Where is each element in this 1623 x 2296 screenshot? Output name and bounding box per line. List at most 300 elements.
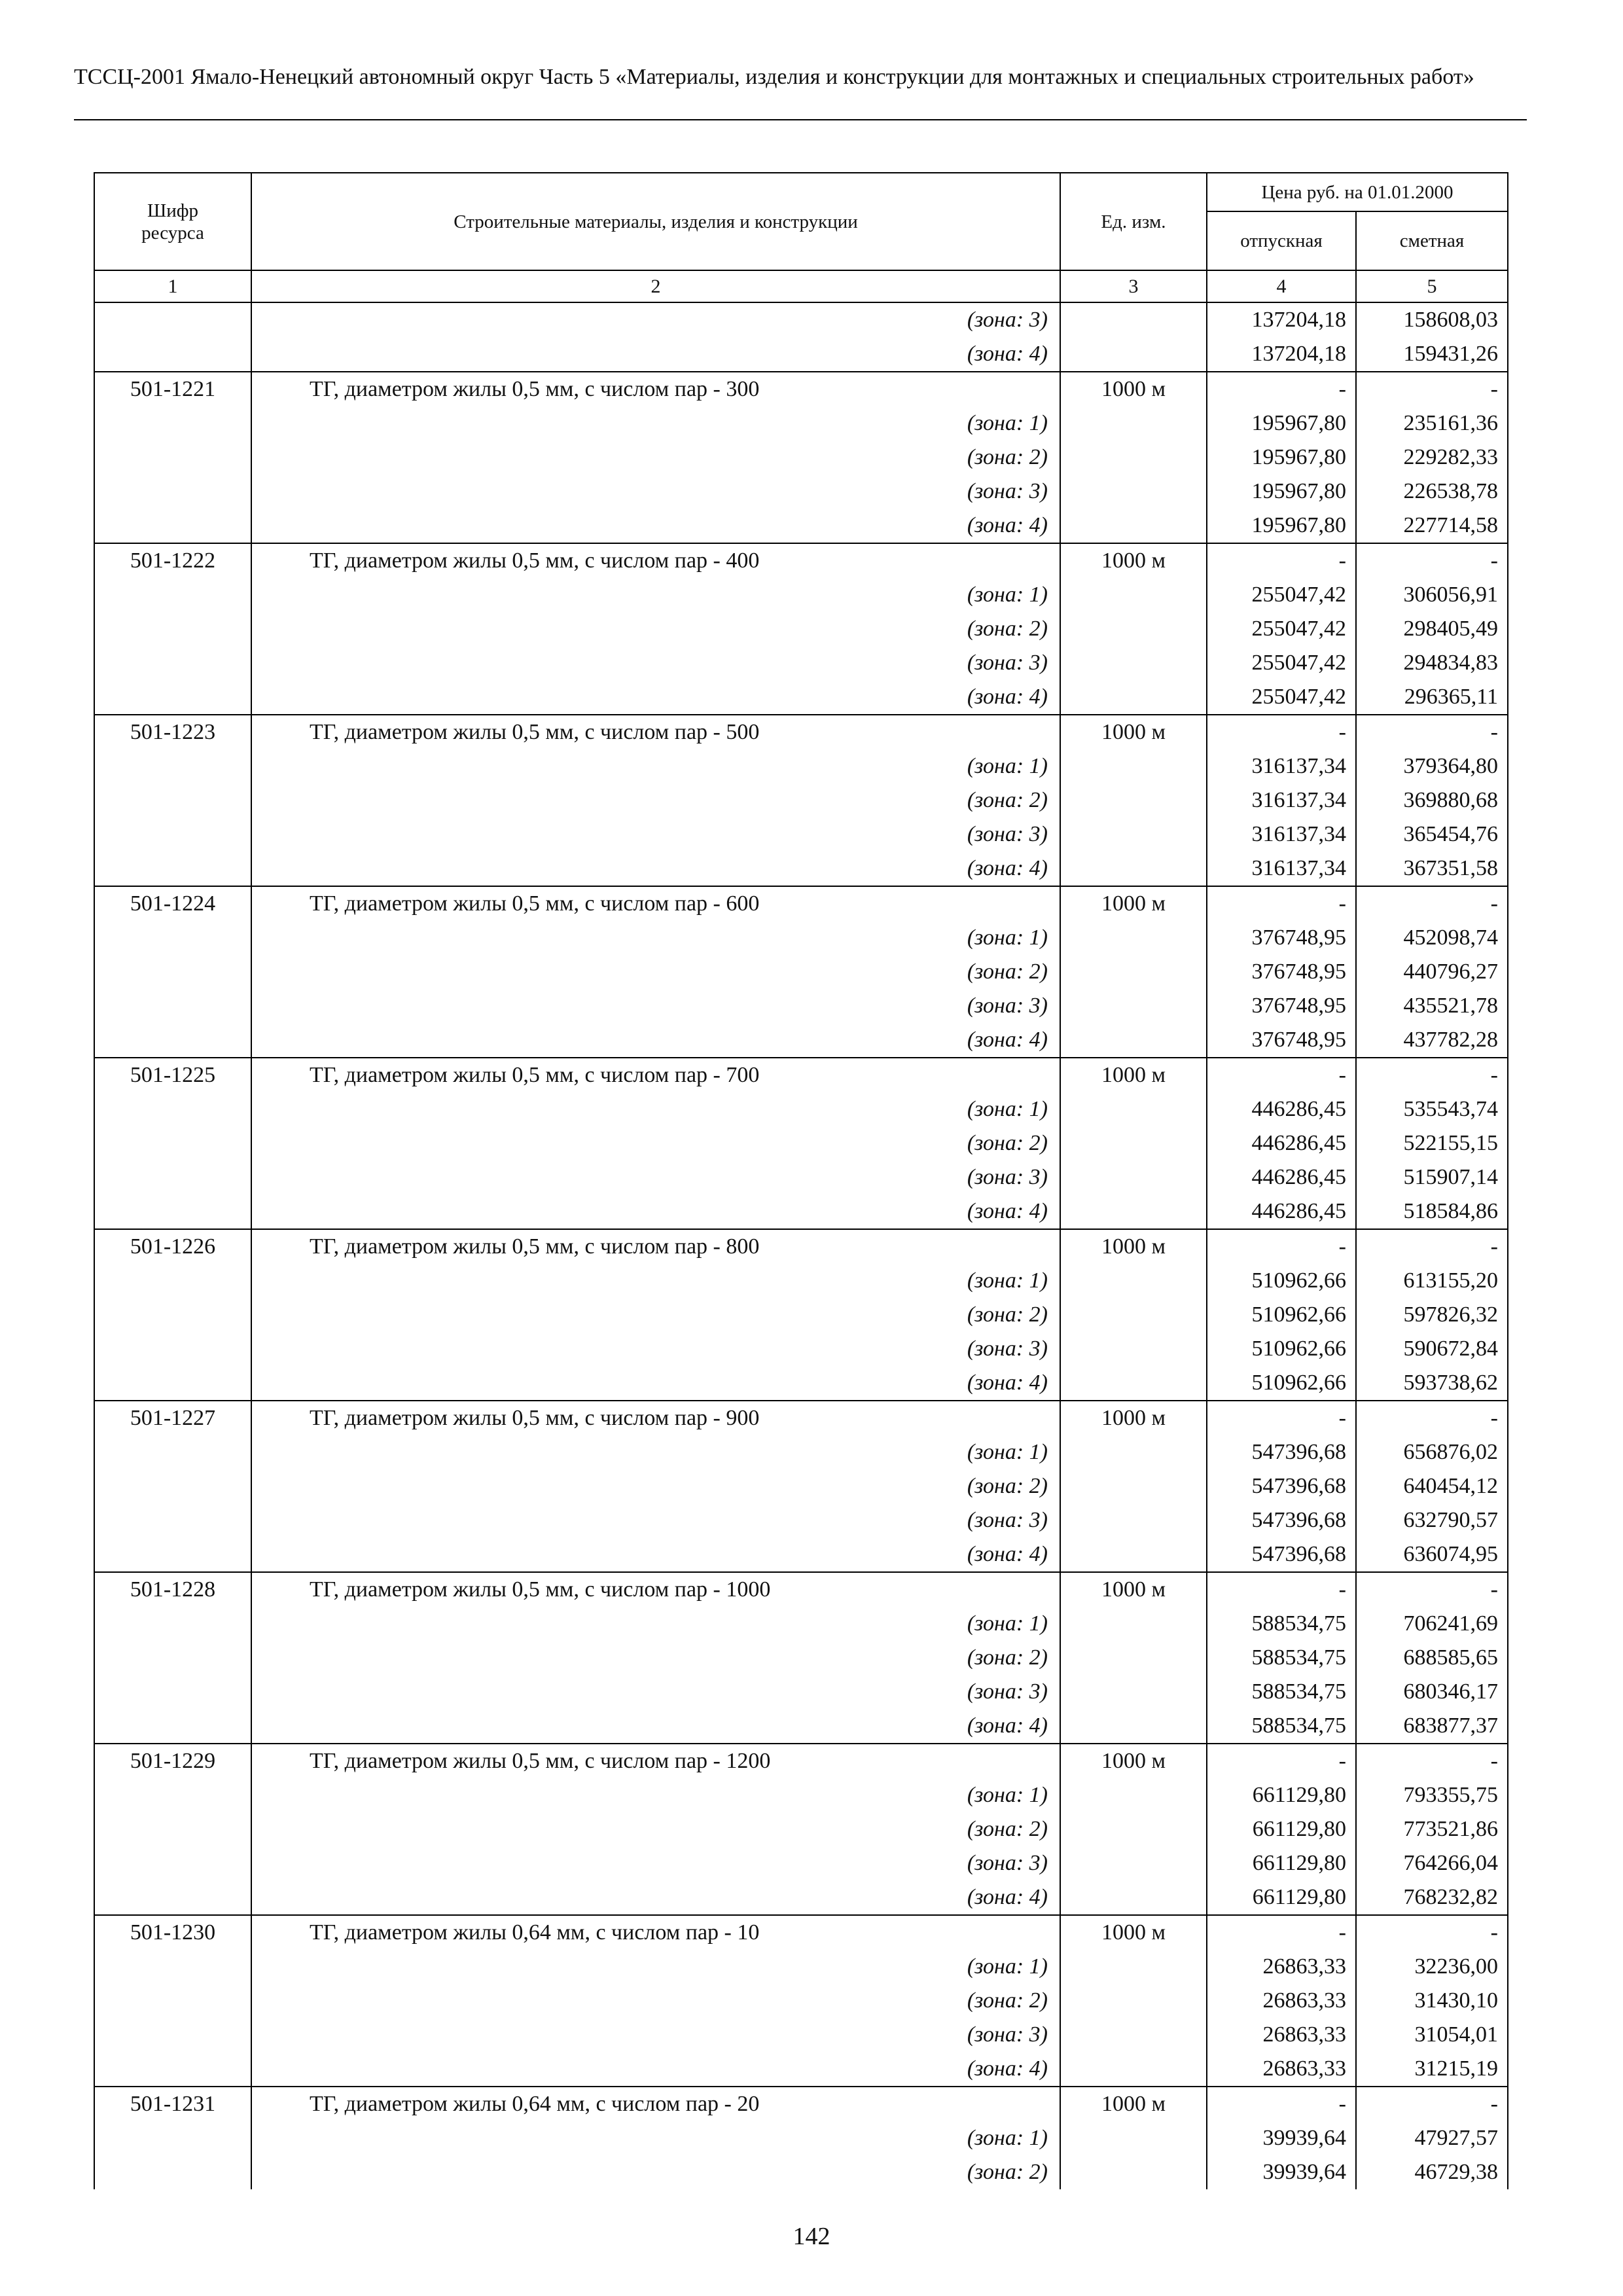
code-cell xyxy=(94,1641,251,1675)
estimate-price: 632790,57 xyxy=(1356,1503,1508,1537)
code-cell xyxy=(94,509,251,543)
zone-row xyxy=(94,302,1508,337)
code-cell xyxy=(94,1194,251,1229)
page-number: 142 xyxy=(793,2223,830,2250)
unit-cell xyxy=(1060,680,1207,715)
release-price: 588534,75 xyxy=(1207,1709,1356,1744)
zone-label: (зона: 2) xyxy=(251,612,1060,646)
unit-cell xyxy=(1060,2121,1207,2155)
unit-cell xyxy=(1060,1641,1207,1675)
estimate-price: 764266,04 xyxy=(1356,1846,1508,1880)
header-divider xyxy=(74,119,1527,120)
code-cell xyxy=(94,2052,251,2087)
unit-cell xyxy=(1060,646,1207,680)
release-price: 316137,34 xyxy=(1207,783,1356,817)
item-row xyxy=(94,372,1508,406)
unit-cell: 1000 м xyxy=(1060,1744,1207,1778)
unit-cell xyxy=(1060,852,1207,886)
release-price: 137204,18 xyxy=(1207,302,1356,337)
estimate-price: 31430,10 xyxy=(1356,1984,1508,2018)
code-cell xyxy=(94,1298,251,1332)
unit-cell: 1000 м xyxy=(1060,1058,1207,1092)
zone-row xyxy=(94,1846,1508,1880)
estimate-price: - xyxy=(1356,1572,1508,1607)
code-cell xyxy=(94,1435,251,1469)
unit-cell xyxy=(1060,1435,1207,1469)
unit-cell xyxy=(1060,1709,1207,1744)
zone-label: (зона: 1) xyxy=(251,749,1060,783)
release-price: - xyxy=(1207,1915,1356,1950)
code-cell xyxy=(94,1469,251,1503)
estimate-price: 31215,19 xyxy=(1356,2052,1508,2087)
zone-row xyxy=(94,783,1508,817)
zone-row xyxy=(94,680,1508,715)
zone-label: (зона: 2) xyxy=(251,955,1060,989)
code-cell xyxy=(94,1880,251,1915)
code-cell xyxy=(94,1264,251,1298)
zone-label: (зона: 1) xyxy=(251,406,1060,440)
estimate-price: - xyxy=(1356,1744,1508,1778)
unit-cell xyxy=(1060,406,1207,440)
column-number: 3 xyxy=(1060,270,1207,302)
unit-cell xyxy=(1060,921,1207,955)
material-name: ТГ, диаметром жилы 0,5 мм, с числом пар - 600 xyxy=(251,886,1060,921)
code-cell xyxy=(94,1984,251,2018)
zone-row xyxy=(94,1709,1508,1744)
estimate-price: - xyxy=(1356,2087,1508,2121)
price-table xyxy=(94,172,1508,2189)
release-price: 376748,95 xyxy=(1207,921,1356,955)
code-cell xyxy=(94,1092,251,1126)
unit-cell xyxy=(1060,1778,1207,1812)
zone-label: (зона: 1) xyxy=(251,921,1060,955)
estimate-price: 435521,78 xyxy=(1356,989,1508,1023)
zone-label: (зона: 3) xyxy=(251,475,1060,509)
column-number: 5 xyxy=(1356,270,1508,302)
release-price: 510962,66 xyxy=(1207,1298,1356,1332)
zone-label: (зона: 2) xyxy=(251,783,1060,817)
zone-label: (зона: 1) xyxy=(251,1264,1060,1298)
unit-cell xyxy=(1060,1469,1207,1503)
release-price: - xyxy=(1207,1058,1356,1092)
zone-row xyxy=(94,578,1508,612)
material-name: ТГ, диаметром жилы 0,5 мм, с числом пар - 800 xyxy=(251,1229,1060,1264)
estimate-price: 522155,15 xyxy=(1356,1126,1508,1160)
resource-code: 501-1229 xyxy=(94,1744,251,1778)
zone-label: (зона: 4) xyxy=(251,509,1060,543)
estimate-price: 593738,62 xyxy=(1356,1366,1508,1401)
unit-cell xyxy=(1060,2052,1207,2087)
unit-cell xyxy=(1060,989,1207,1023)
resource-code: 501-1226 xyxy=(94,1229,251,1264)
zone-row xyxy=(94,440,1508,475)
code-cell xyxy=(94,1950,251,1984)
unit-cell xyxy=(1060,1812,1207,1846)
estimate-price: 518584,86 xyxy=(1356,1194,1508,1229)
item-row xyxy=(94,1572,1508,1607)
material-name: ТГ, диаметром жилы 0,5 мм, с числом пар - 1000 xyxy=(251,1572,1060,1607)
release-price: 195967,80 xyxy=(1207,475,1356,509)
zone-row xyxy=(94,1812,1508,1846)
code-cell xyxy=(94,337,251,372)
zone-row xyxy=(94,1880,1508,1915)
release-price: 446286,45 xyxy=(1207,1160,1356,1194)
unit-cell xyxy=(1060,1332,1207,1366)
zone-label: (зона: 1) xyxy=(251,1607,1060,1641)
estimate-price: 226538,78 xyxy=(1356,475,1508,509)
zone-row xyxy=(94,1092,1508,1126)
estimate-price: 158608,03 xyxy=(1356,302,1508,337)
estimate-price: 597826,32 xyxy=(1356,1298,1508,1332)
item-row xyxy=(94,1401,1508,1435)
zone-label: (зона: 1) xyxy=(251,2121,1060,2155)
estimate-price: 159431,26 xyxy=(1356,337,1508,372)
release-price: - xyxy=(1207,1229,1356,1264)
estimate-price: 656876,02 xyxy=(1356,1435,1508,1469)
zone-label: (зона: 2) xyxy=(251,1641,1060,1675)
item-row xyxy=(94,1229,1508,1264)
material-name: ТГ, диаметром жилы 0,5 мм, с числом пар - 400 xyxy=(251,543,1060,578)
column-header-price-group: Цена руб. на 01.01.2000 xyxy=(1207,173,1508,211)
unit-cell xyxy=(1060,1984,1207,2018)
zone-row xyxy=(94,646,1508,680)
unit-cell xyxy=(1060,1023,1207,1058)
estimate-price: - xyxy=(1356,1401,1508,1435)
release-price: 510962,66 xyxy=(1207,1366,1356,1401)
estimate-price: - xyxy=(1356,1058,1508,1092)
zone-row xyxy=(94,1675,1508,1709)
zone-row xyxy=(94,1160,1508,1194)
estimate-price: 227714,58 xyxy=(1356,509,1508,543)
zone-row xyxy=(94,1950,1508,1984)
zone-label: (зона: 4) xyxy=(251,1537,1060,1572)
unit-cell xyxy=(1060,2155,1207,2189)
zone-row xyxy=(94,852,1508,886)
zone-row xyxy=(94,1778,1508,1812)
zone-label: (зона: 2) xyxy=(251,2155,1060,2189)
zone-label: (зона: 4) xyxy=(251,852,1060,886)
estimate-price: 793355,75 xyxy=(1356,1778,1508,1812)
estimate-price: 590672,84 xyxy=(1356,1332,1508,1366)
resource-code: 501-1224 xyxy=(94,886,251,921)
estimate-price: 379364,80 xyxy=(1356,749,1508,783)
estimate-price: 298405,49 xyxy=(1356,612,1508,646)
estimate-price: 640454,12 xyxy=(1356,1469,1508,1503)
unit-cell xyxy=(1060,1366,1207,1401)
column-number: 1 xyxy=(94,270,251,302)
zone-label: (зона: 3) xyxy=(251,1503,1060,1537)
unit-cell: 1000 м xyxy=(1060,1401,1207,1435)
column-number: 2 xyxy=(251,270,1060,302)
zone-label: (зона: 1) xyxy=(251,1092,1060,1126)
zone-row xyxy=(94,1641,1508,1675)
resource-code: 501-1230 xyxy=(94,1915,251,1950)
release-price: 588534,75 xyxy=(1207,1641,1356,1675)
release-price: 446286,45 xyxy=(1207,1126,1356,1160)
unit-cell xyxy=(1060,509,1207,543)
code-cell xyxy=(94,1160,251,1194)
item-row xyxy=(94,2087,1508,2121)
estimate-price: 768232,82 xyxy=(1356,1880,1508,1915)
estimate-price: - xyxy=(1356,1915,1508,1950)
zone-row xyxy=(94,612,1508,646)
zone-row xyxy=(94,1298,1508,1332)
estimate-price: 31054,01 xyxy=(1356,2018,1508,2052)
release-price: 510962,66 xyxy=(1207,1264,1356,1298)
release-price: 661129,80 xyxy=(1207,1812,1356,1846)
release-price: 547396,68 xyxy=(1207,1503,1356,1537)
zone-label: (зона: 1) xyxy=(251,578,1060,612)
zone-row xyxy=(94,1023,1508,1058)
zone-label: (зона: 2) xyxy=(251,1812,1060,1846)
zone-row xyxy=(94,1607,1508,1641)
zone-row xyxy=(94,1332,1508,1366)
resource-code: 501-1227 xyxy=(94,1401,251,1435)
item-row xyxy=(94,886,1508,921)
unit-cell: 1000 м xyxy=(1060,1915,1207,1950)
resource-code: 501-1225 xyxy=(94,1058,251,1092)
estimate-price: 773521,86 xyxy=(1356,1812,1508,1846)
release-price: 316137,34 xyxy=(1207,749,1356,783)
zone-label: (зона: 1) xyxy=(251,1950,1060,1984)
unit-cell xyxy=(1060,475,1207,509)
zone-label: (зона: 1) xyxy=(251,1778,1060,1812)
release-price: 255047,42 xyxy=(1207,680,1356,715)
code-cell xyxy=(94,302,251,337)
zone-label: (зона: 3) xyxy=(251,1160,1060,1194)
unit-cell: 1000 м xyxy=(1060,2087,1207,2121)
release-price: - xyxy=(1207,2087,1356,2121)
release-price: 26863,33 xyxy=(1207,1950,1356,1984)
resource-code: 501-1228 xyxy=(94,1572,251,1607)
estimate-price: 535543,74 xyxy=(1356,1092,1508,1126)
code-cell xyxy=(94,2018,251,2052)
estimate-price: 437782,28 xyxy=(1356,1023,1508,1058)
unit-cell xyxy=(1060,337,1207,372)
code-cell xyxy=(94,817,251,852)
estimate-price: 294834,83 xyxy=(1356,646,1508,680)
code-cell xyxy=(94,646,251,680)
release-price: 547396,68 xyxy=(1207,1435,1356,1469)
zone-row xyxy=(94,475,1508,509)
code-cell xyxy=(94,1812,251,1846)
unit-cell: 1000 м xyxy=(1060,715,1207,749)
code-cell xyxy=(94,783,251,817)
estimate-price: 683877,37 xyxy=(1356,1709,1508,1744)
column-header-price-release: отпускная xyxy=(1207,211,1356,270)
release-price: 510962,66 xyxy=(1207,1332,1356,1366)
zone-label: (зона: 3) xyxy=(251,1846,1060,1880)
unit-cell xyxy=(1060,578,1207,612)
zone-label: (зона: 3) xyxy=(251,989,1060,1023)
material-name: ТГ, диаметром жилы 0,5 мм, с числом пар - 900 xyxy=(251,1401,1060,1435)
zone-label: (зона: 2) xyxy=(251,1298,1060,1332)
material-name: ТГ, диаметром жилы 0,5 мм, с числом пар - 300 xyxy=(251,372,1060,406)
estimate-price: - xyxy=(1356,543,1508,578)
release-price: 316137,34 xyxy=(1207,817,1356,852)
item-row xyxy=(94,1744,1508,1778)
estimate-price: 47927,57 xyxy=(1356,2121,1508,2155)
resource-code: 501-1222 xyxy=(94,543,251,578)
zone-row xyxy=(94,749,1508,783)
release-price: 316137,34 xyxy=(1207,852,1356,886)
estimate-price: 452098,74 xyxy=(1356,921,1508,955)
unit-cell xyxy=(1060,1298,1207,1332)
zone-label: (зона: 3) xyxy=(251,646,1060,680)
release-price: 137204,18 xyxy=(1207,337,1356,372)
document-header: ТССЦ-2001 Ямало-Ненецкий автономный округ Часть 5 «Материалы, изделия и конструкции для монтажных и специальных строительных работ» xyxy=(74,65,1474,89)
zone-label: (зона: 4) xyxy=(251,1023,1060,1058)
unit-cell xyxy=(1060,749,1207,783)
zone-row xyxy=(94,1984,1508,2018)
zone-label: (зона: 3) xyxy=(251,1675,1060,1709)
unit-cell xyxy=(1060,302,1207,337)
unit-cell xyxy=(1060,1607,1207,1641)
item-row xyxy=(94,543,1508,578)
zone-row xyxy=(94,406,1508,440)
unit-cell xyxy=(1060,1950,1207,1984)
estimate-price: 636074,95 xyxy=(1356,1537,1508,1572)
zone-label: (зона: 4) xyxy=(251,337,1060,372)
estimate-price: 369880,68 xyxy=(1356,783,1508,817)
code-cell xyxy=(94,921,251,955)
estimate-price: - xyxy=(1356,1229,1508,1264)
resource-code: 501-1223 xyxy=(94,715,251,749)
estimate-price: 613155,20 xyxy=(1356,1264,1508,1298)
zone-row xyxy=(94,2018,1508,2052)
estimate-price: 306056,91 xyxy=(1356,578,1508,612)
unit-cell xyxy=(1060,612,1207,646)
material-name: ТГ, диаметром жилы 0,5 мм, с числом пар - 1200 xyxy=(251,1744,1060,1778)
release-price: 661129,80 xyxy=(1207,1778,1356,1812)
item-row xyxy=(94,1915,1508,1950)
release-price: - xyxy=(1207,1401,1356,1435)
zone-label: (зона: 3) xyxy=(251,302,1060,337)
unit-cell xyxy=(1060,1126,1207,1160)
release-price: 26863,33 xyxy=(1207,2052,1356,2087)
zone-label: (зона: 4) xyxy=(251,1880,1060,1915)
code-cell xyxy=(94,406,251,440)
estimate-price: 229282,33 xyxy=(1356,440,1508,475)
zone-label: (зона: 4) xyxy=(251,1366,1060,1401)
estimate-price: 365454,76 xyxy=(1356,817,1508,852)
unit-cell xyxy=(1060,1160,1207,1194)
code-cell xyxy=(94,1607,251,1641)
code-cell xyxy=(94,1366,251,1401)
release-price: 446286,45 xyxy=(1207,1194,1356,1229)
code-cell xyxy=(94,578,251,612)
code-cell xyxy=(94,475,251,509)
zone-row xyxy=(94,955,1508,989)
zone-label: (зона: 3) xyxy=(251,2018,1060,2052)
item-row xyxy=(94,1058,1508,1092)
table-body xyxy=(94,302,1508,2189)
zone-label: (зона: 4) xyxy=(251,1709,1060,1744)
release-price: 195967,80 xyxy=(1207,406,1356,440)
column-number: 4 xyxy=(1207,270,1356,302)
code-cell xyxy=(94,1778,251,1812)
release-price: 588534,75 xyxy=(1207,1607,1356,1641)
estimate-price: - xyxy=(1356,886,1508,921)
column-header-unit: Ед. изм. xyxy=(1060,173,1207,270)
code-cell xyxy=(94,852,251,886)
resource-code: 501-1221 xyxy=(94,372,251,406)
code-cell xyxy=(94,989,251,1023)
unit-cell xyxy=(1060,817,1207,852)
unit-cell xyxy=(1060,1264,1207,1298)
unit-cell: 1000 м xyxy=(1060,372,1207,406)
release-price: 255047,42 xyxy=(1207,578,1356,612)
code-cell xyxy=(94,749,251,783)
material-name: ТГ, диаметром жилы 0,5 мм, с числом пар - 500 xyxy=(251,715,1060,749)
zone-row xyxy=(94,1194,1508,1229)
code-cell xyxy=(94,1332,251,1366)
material-name: ТГ, диаметром жилы 0,5 мм, с числом пар - 700 xyxy=(251,1058,1060,1092)
release-price: 376748,95 xyxy=(1207,1023,1356,1058)
release-price: 26863,33 xyxy=(1207,2018,1356,2052)
zone-row xyxy=(94,1366,1508,1401)
zone-label: (зона: 4) xyxy=(251,680,1060,715)
code-cell xyxy=(94,612,251,646)
code-cell xyxy=(94,1503,251,1537)
estimate-price: 706241,69 xyxy=(1356,1607,1508,1641)
release-price: - xyxy=(1207,1572,1356,1607)
column-header-price-estimate: сметная xyxy=(1356,211,1508,270)
zone-row xyxy=(94,1503,1508,1537)
column-header-code: Шифр ресурса xyxy=(94,173,251,270)
zone-row xyxy=(94,1126,1508,1160)
column-header-name: Строительные материалы, изделия и конструкции xyxy=(251,173,1060,270)
estimate-price: 46729,38 xyxy=(1356,2155,1508,2189)
unit-cell xyxy=(1060,1503,1207,1537)
table-header xyxy=(94,173,1508,302)
unit-cell: 1000 м xyxy=(1060,886,1207,921)
unit-cell xyxy=(1060,1194,1207,1229)
release-price: 376748,95 xyxy=(1207,955,1356,989)
estimate-price: 367351,58 xyxy=(1356,852,1508,886)
unit-cell xyxy=(1060,1846,1207,1880)
zone-label: (зона: 4) xyxy=(251,1194,1060,1229)
release-price: - xyxy=(1207,715,1356,749)
zone-row xyxy=(94,989,1508,1023)
estimate-price: 440796,27 xyxy=(1356,955,1508,989)
code-cell xyxy=(94,1126,251,1160)
release-price: 39939,64 xyxy=(1207,2121,1356,2155)
code-cell xyxy=(94,955,251,989)
zone-row xyxy=(94,1435,1508,1469)
zone-label: (зона: 2) xyxy=(251,1469,1060,1503)
zone-row xyxy=(94,1537,1508,1572)
estimate-price: - xyxy=(1356,372,1508,406)
unit-cell xyxy=(1060,2018,1207,2052)
estimate-price: 32236,00 xyxy=(1356,1950,1508,1984)
release-price: - xyxy=(1207,372,1356,406)
zone-label: (зона: 2) xyxy=(251,1126,1060,1160)
unit-cell: 1000 м xyxy=(1060,1229,1207,1264)
code-cell xyxy=(94,2121,251,2155)
unit-cell xyxy=(1060,1880,1207,1915)
item-row xyxy=(94,715,1508,749)
unit-cell xyxy=(1060,955,1207,989)
estimate-price: 235161,36 xyxy=(1356,406,1508,440)
estimate-price: 515907,14 xyxy=(1356,1160,1508,1194)
unit-cell xyxy=(1060,1537,1207,1572)
zone-label: (зона: 4) xyxy=(251,2052,1060,2087)
release-price: 39939,64 xyxy=(1207,2155,1356,2189)
estimate-price: - xyxy=(1356,715,1508,749)
unit-cell xyxy=(1060,440,1207,475)
zone-row xyxy=(94,2155,1508,2189)
